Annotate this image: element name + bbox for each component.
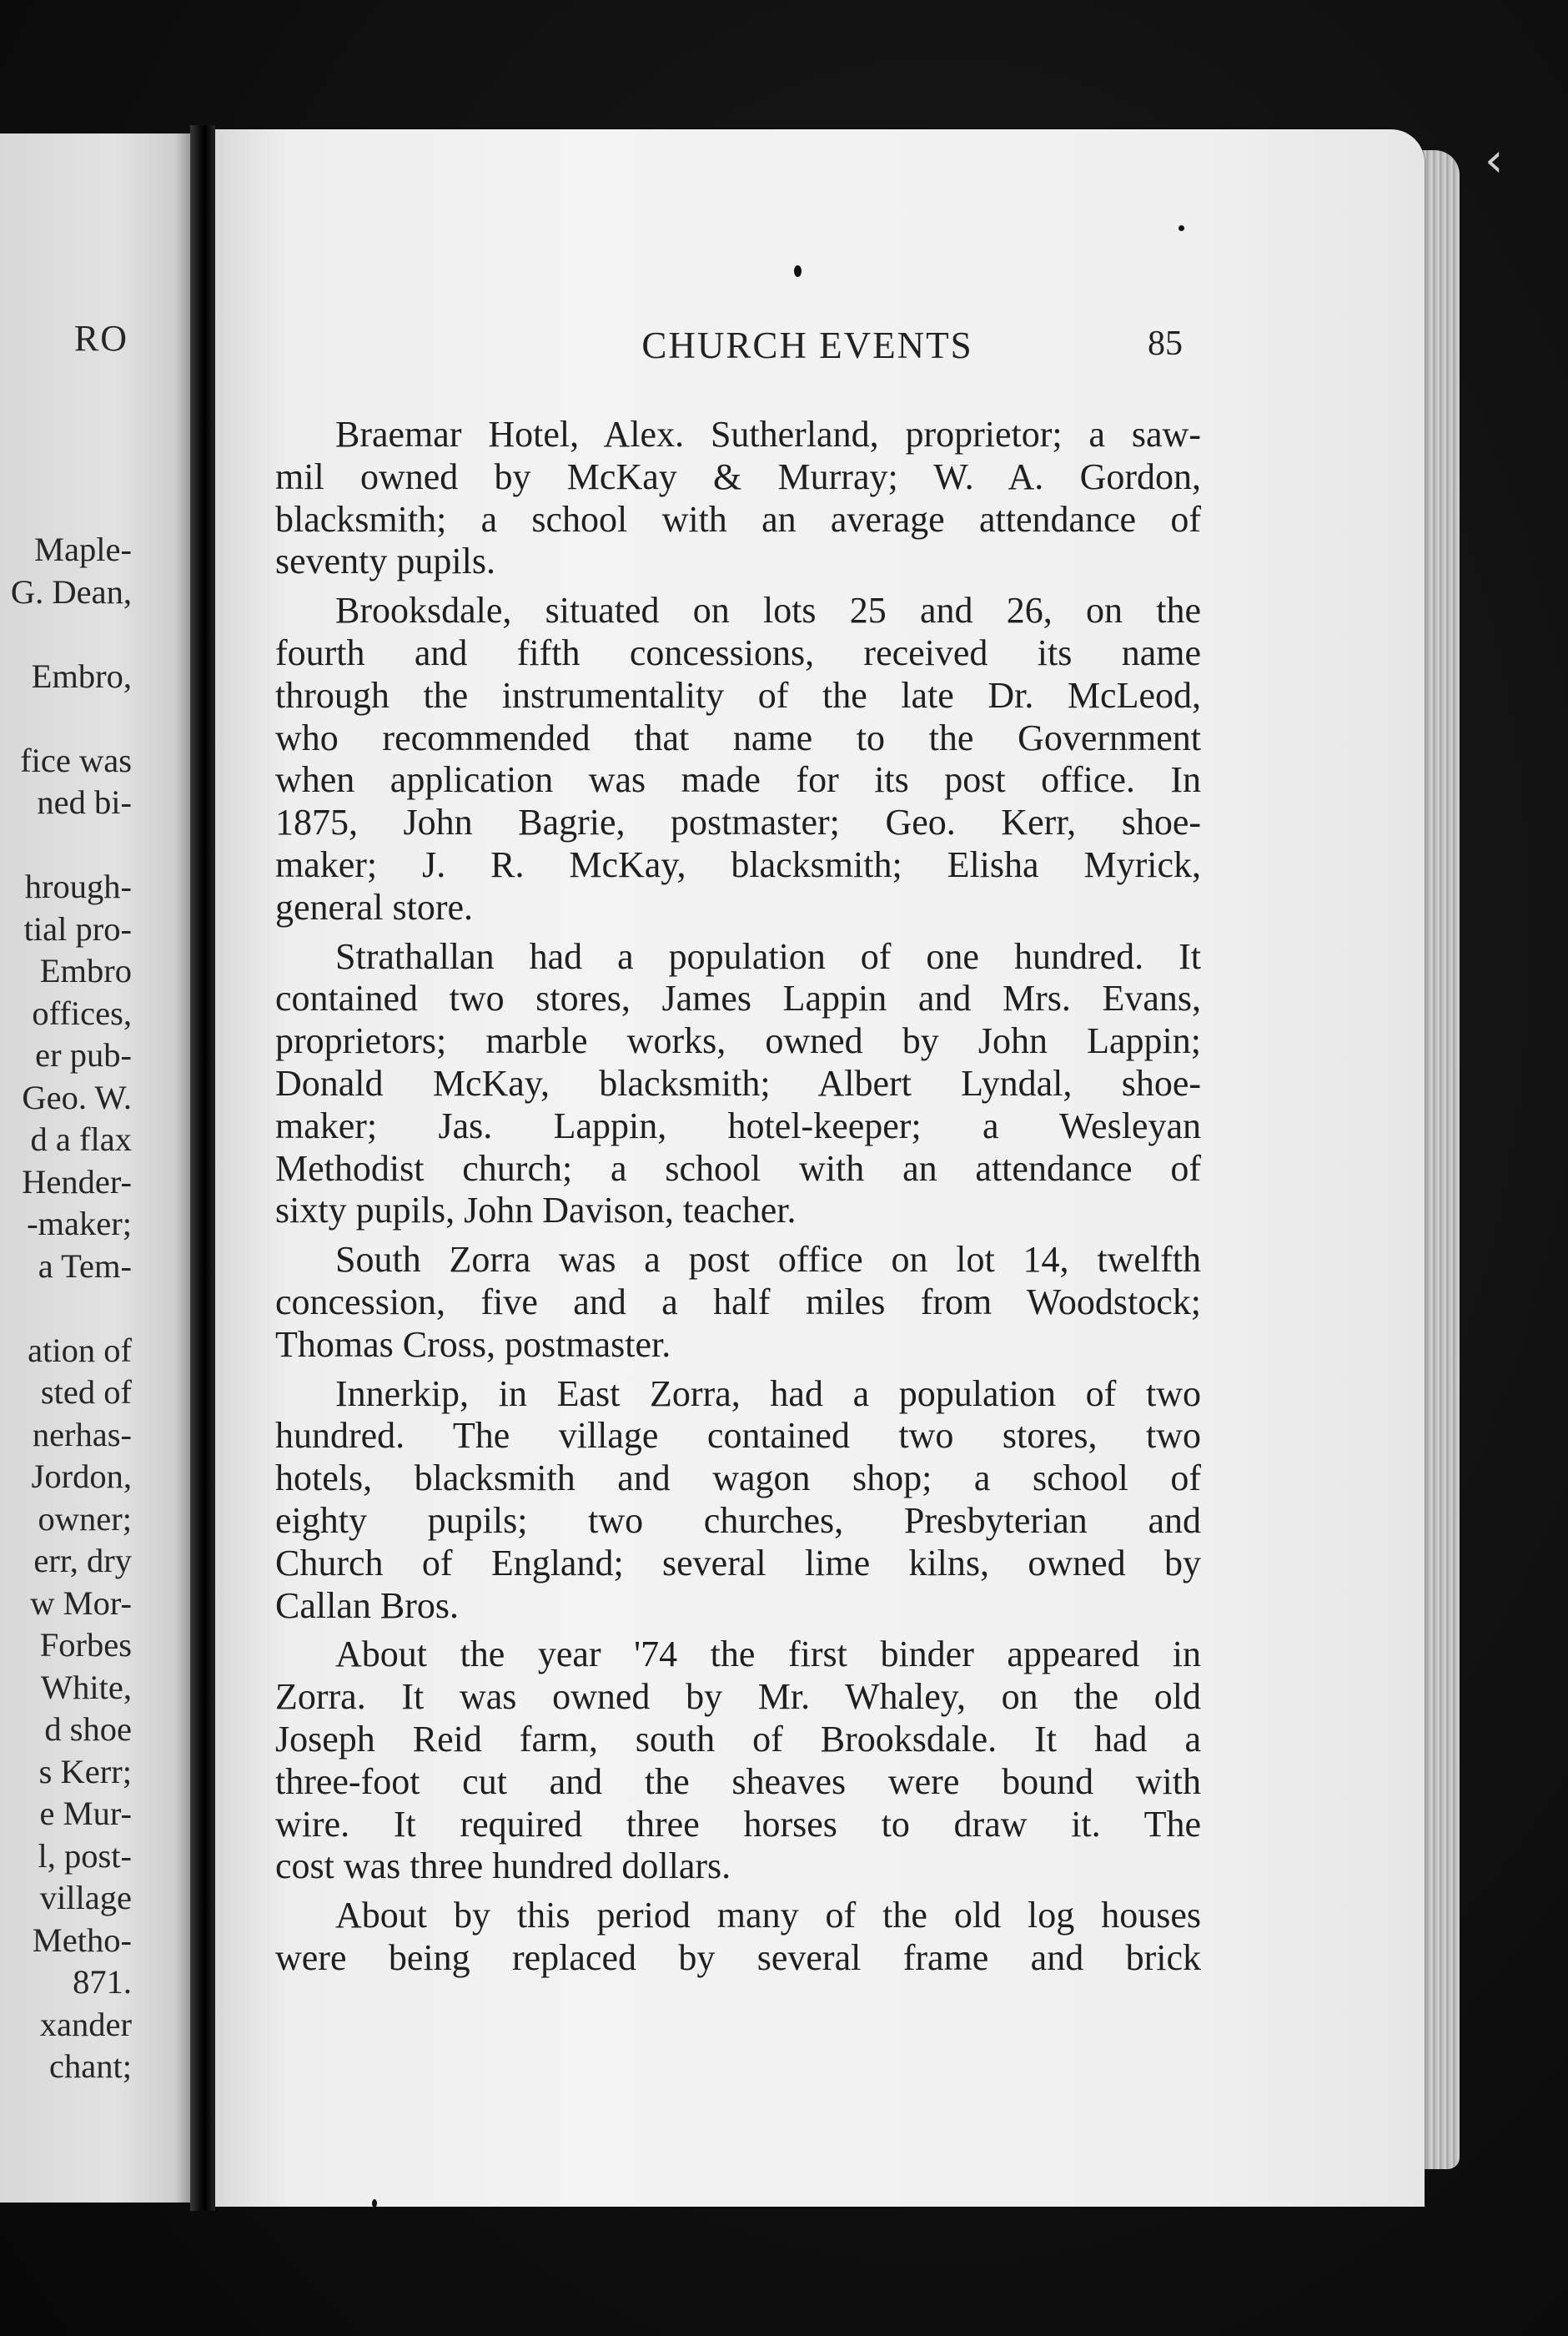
left-page-line: hrough-	[24, 868, 132, 905]
left-page	[0, 133, 190, 2203]
paragraph	[275, 936, 1201, 1233]
text-line: 1875, John Bagrie, postmaster; Geo. Kerr, shoe-	[275, 802, 1201, 843]
left-page-line: ned bi-	[37, 783, 132, 821]
left-page-line: l, post-	[38, 1836, 132, 1875]
paragraph	[275, 1895, 1201, 1980]
paragraph	[275, 1373, 1201, 1628]
left-page-line: a Tem-	[38, 1246, 132, 1285]
left-page-heading-fragment: RO	[73, 318, 128, 359]
left-page-line: 871.	[73, 1963, 132, 2001]
text-line: seventy pupils.	[275, 541, 495, 582]
print-speck	[372, 2199, 377, 2208]
text-line: blacksmith; a school with an average attendance of	[275, 498, 1201, 540]
left-page-line: Geo. W.	[22, 1078, 132, 1116]
left-page-line: xander	[39, 2005, 132, 2043]
left-page-line: Jordon,	[31, 1457, 132, 1495]
left-page-line: Metho-	[32, 1921, 132, 1959]
left-page-line: sted of	[40, 1373, 132, 1411]
left-page-line	[0, 1287, 132, 1330]
left-page-line: chant;	[49, 2047, 132, 2085]
text-line: fourth and fifth concessions, received its name	[275, 632, 1201, 673]
text-line: three-foot cut and the sheaves were bound with	[275, 1760, 1201, 1802]
left-page-line: G. Dean,	[10, 572, 132, 611]
left-page-line: Maple-	[34, 531, 132, 568]
text-line: Braemar Hotel, Alex. Sutherland, proprietor; a saw-	[335, 414, 1201, 455]
left-page-line: d shoe	[44, 1710, 132, 1748]
left-page-line	[0, 824, 132, 867]
left-page-line: e Mur-	[39, 1795, 132, 1832]
left-page-line: White,	[40, 1668, 132, 1706]
text-line: Strathallan had a population of one hundred. It	[335, 935, 1201, 977]
text-line: maker; Jas. Lappin, hotel-keeper; a Wesleyan	[275, 1105, 1201, 1146]
left-page-line	[0, 697, 132, 740]
text-line: Callan Bros.	[275, 1584, 459, 1626]
text-line: general store.	[275, 886, 473, 928]
text-line: Zorra. It was owned by Mr. Whaley, on the old	[275, 1676, 1201, 1718]
text-line: About the year '74 the first binder appeared in	[335, 1634, 1201, 1675]
left-page-line: -maker;	[27, 1205, 132, 1242]
text-line: Brooksdale, situated on lots 25 and 26, on the	[335, 590, 1201, 632]
left-page-line: Forbes	[39, 1626, 132, 1664]
text-line: Donald McKay, blacksmith; Albert Lyndal, shoe-	[275, 1062, 1201, 1104]
left-page-line: village	[39, 1879, 132, 1916]
text-line: cost was three hundred dollars.	[275, 1845, 731, 1887]
paragraph	[275, 1239, 1201, 1366]
page-body	[275, 414, 1201, 1986]
text-line: who recommended that name to the Government	[275, 717, 1201, 758]
text-line: when application was made for its post office. In	[275, 759, 1201, 801]
left-page-line: w Mor-	[30, 1583, 132, 1622]
text-line: Joseph Reid farm, south of Brooksdale. It had a	[275, 1718, 1201, 1760]
text-line: sixty pupils, John Davison, teacher.	[275, 1190, 797, 1231]
text-line: concession, five and a half miles from Woodstock;	[275, 1281, 1201, 1322]
scan-corner-mark: ‹	[1485, 133, 1504, 188]
paragraph	[275, 590, 1201, 929]
left-page-line: Embro,	[31, 657, 132, 695]
left-page-line: s Kerr;	[38, 1752, 132, 1790]
paragraph	[275, 1634, 1201, 1888]
left-page-line: nerhas-	[32, 1415, 132, 1453]
left-page-line: er pub-	[35, 1036, 132, 1074]
running-head: CHURCH EVENTS	[641, 325, 973, 366]
left-page-line: owner;	[38, 1499, 132, 1538]
left-page-line: Hender-	[22, 1162, 132, 1201]
paragraph	[275, 414, 1201, 583]
left-page-line: err, dry	[33, 1542, 132, 1579]
text-line: eighty pupils; two churches, Presbyterian and	[275, 1499, 1201, 1541]
left-page-text-fragment	[0, 529, 132, 2088]
text-line: hotels, blacksmith and wagon shop; a school of	[275, 1457, 1201, 1499]
text-line: maker; J. R. McKay, blacksmith; Elisha Myrick,	[275, 843, 1201, 885]
text-line: About by this period many of the old log houses	[335, 1895, 1201, 1936]
text-line: Innerkip, in East Zorra, had a population of two	[335, 1372, 1201, 1414]
left-page-line: d a flax	[30, 1120, 132, 1158]
page-header	[540, 324, 1183, 374]
text-line: hundred. The village contained two stores, two	[275, 1415, 1201, 1457]
left-page-line: Embro	[39, 952, 132, 989]
print-speck	[794, 265, 802, 277]
text-line: Church of England; several lime kilns, owned by	[275, 1542, 1201, 1583]
text-line: Methodist church; a school with an attendance of	[275, 1147, 1201, 1189]
text-line: were being replaced by several frame and brick	[275, 1936, 1201, 1978]
left-page-line: fice was	[20, 741, 132, 779]
book-gutter	[190, 125, 215, 2211]
left-page-line: offices,	[32, 994, 132, 1032]
text-line: contained two stores, James Lappin and Mrs. Evans,	[275, 978, 1201, 1019]
left-page-line	[0, 613, 132, 656]
text-line: wire. It required three horses to draw it. The	[275, 1803, 1201, 1845]
text-line: South Zorra was a post office on lot 14, twelfth	[335, 1239, 1201, 1281]
text-line: through the instrumentality of the late Dr. McLeod,	[275, 674, 1201, 716]
text-line: Thomas Cross, postmaster.	[275, 1323, 671, 1365]
page-number: 85	[1148, 325, 1183, 363]
left-page-line: tial pro-	[23, 909, 132, 948]
print-speck	[1179, 225, 1184, 231]
text-line: proprietors; marble works, owned by John Lappin;	[275, 1020, 1201, 1062]
text-line: mil owned by McKay & Murray; W. A. Gordon,	[275, 456, 1201, 497]
left-page-line: ation of	[28, 1331, 132, 1369]
